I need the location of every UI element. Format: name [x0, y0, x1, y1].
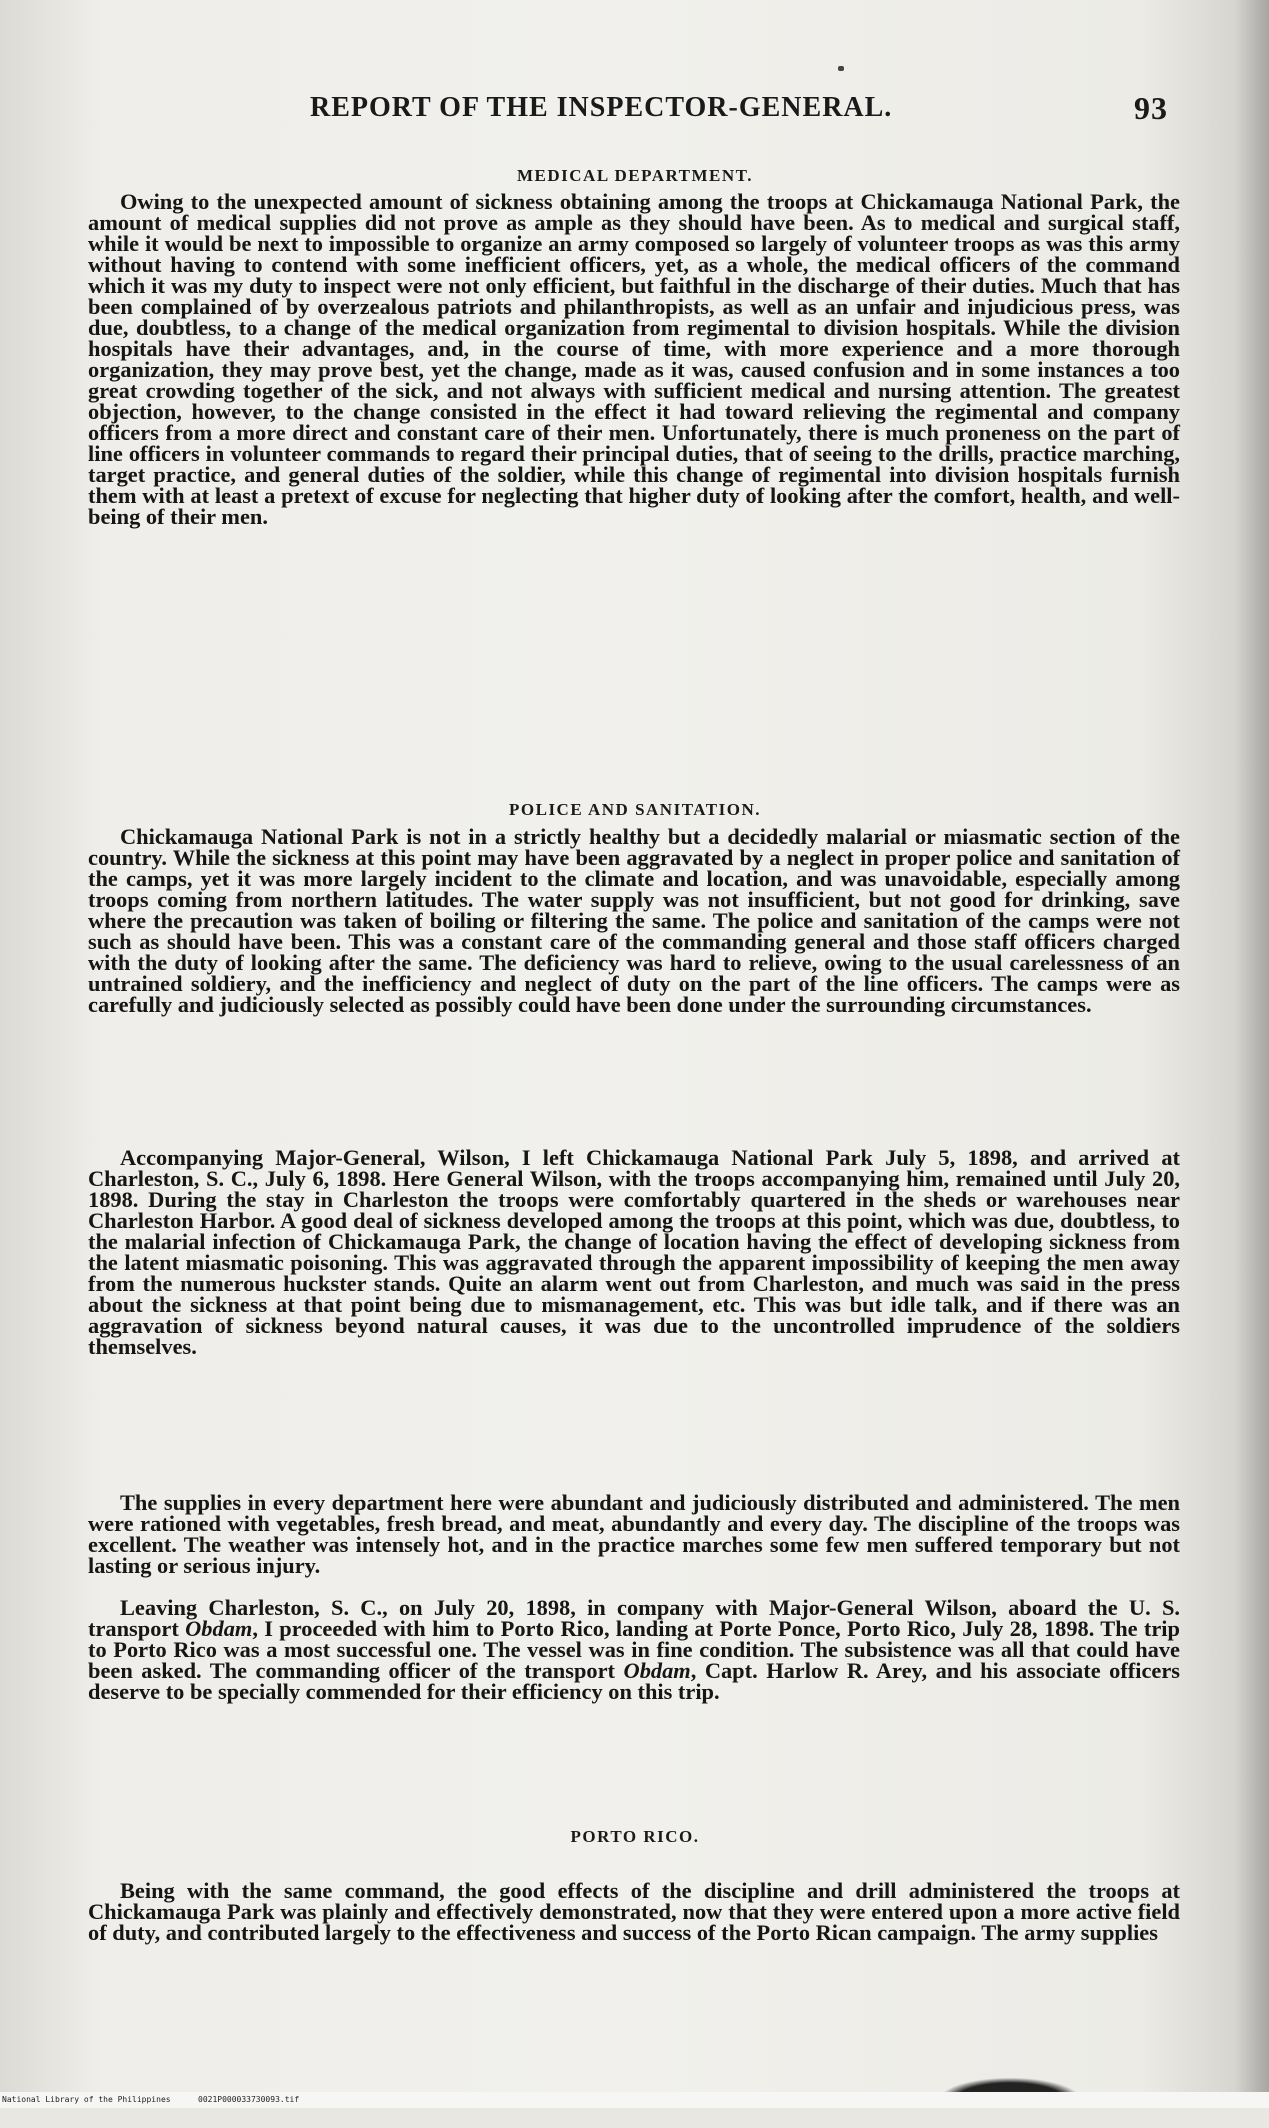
- page-edge-shadow: [1235, 0, 1269, 2108]
- section-heading-porto-rico: PORTO RICO.: [570, 1827, 700, 1846]
- running-title: REPORT OF THE INSPECTOR-GENERAL.: [310, 92, 893, 123]
- ship-name-repeat: Obdam: [623, 1658, 691, 1683]
- section-heading-police: POLICE AND SANITATION.: [509, 800, 761, 819]
- paragraph-police-4: [88, 1597, 1180, 1702]
- ink-speck: [838, 66, 844, 71]
- text-middle: , I proceeded with him to Porto Rico, landing at Porte Ponce, Porto Rico, July 28, 1898. The trip to Porto Rico was a most successful one. The vessel was in fine condition. The subsistence was all that could have been asked. The commanding officer of the transport: [88, 1616, 1180, 1683]
- footer-library: National Library of the Philippines: [2, 2095, 171, 2104]
- text-before-ship: Leaving Charleston, S. C., on July 20, 1898, in company with Major-General Wilson, aboard the U. S. transport: [88, 1595, 1180, 1641]
- scan-footer: [0, 2092, 1269, 2108]
- paragraph-police-1: Chickamauga National Park is not in a strictly healthy but a decidedly malarial or miasmatic section of the country. While the sickness at this point may have been aggravated by a neglect in proper police and sanitation of the camps, yet it was more largely incident to the climate and location, and was unavoidable, especially among troops coming from northern latitudes. The water supply was not insufficient, but not good for drinking, save where the precaution was taken of boiling or filtering the same. The police and sanitation of the camps were not such as should have been. This was a constant care of the commanding general and those staff officers charged with the duty of looking after the same. The deficiency was hard to relieve, owing to the usual carelessness of an untrained soldiery, and the inefficiency and neglect of duty on the part of the line officers. The camps were as carefully and judiciously selected as possibly could have been done under the surrounding circumstances.: [88, 824, 1180, 1017]
- page-number: 93: [1134, 90, 1168, 126]
- text-after-ship: , Capt. Harlow R. Arey, and his associate officers deserve to be specially commended for their efficiency on this trip.: [88, 1658, 1180, 1704]
- ship-name: Obdam: [185, 1616, 253, 1641]
- footer-file: 0021P000033730093.tif: [198, 2095, 300, 2104]
- paragraph-porto-rico: Being with the same command, the good effects of the discipline and drill administered the troops at Chickamauga Park was plainly and effectively demonstrated, now that they were entered upon a more active field of duty, and contributed largely to the effectiveness and success of the Porto Rican campaign. The army supplies: [88, 1878, 1180, 1945]
- running-head: [310, 92, 1180, 132]
- section-heading-medical: MEDICAL DEPARTMENT.: [516, 166, 753, 185]
- paragraph-police-3: The supplies in every department here were abundant and judiciously distributed and administered. The men were rationed with vegetables, fresh bread, and meat, abundantly and every day. The discipline of the troops was excellent. The weather was intensely hot, and in the practice marches some few men suffered temporary but not lasting or serious injury.: [88, 1490, 1180, 1578]
- paragraph-medical: Owing to the unexpected amount of sickness obtaining among the troops at Chickamauga National Park, the amount of medical supplies did not prove as ample as they should have been. As to medical and surgical staff, while it would be next to impossible to organize an army composed so largely of volunteer troops as was this army without having to contend with some inefficient officers, yet, as a whole, the medical officers of the command which it was my duty to inspect were not only efficient, but faithful in the discharge of their duties. Much that has been complained of by overzealous patriots and philanthropists, as well as an unfair and injudicious press, was due, doubtless, to a change of the medical organization from regimental to division hospitals. While the division hospitals have their advantages, and, in the course of time, with more experience and a more thorough organization, they may prove best, yet the change, made as it was, caused confusion and in some instances a too great crowding together of the sick, and not always with sufficient medical and nursing attention. The greatest objection, however, to the change consisted in the effect it had toward relieving the regimental and company officers from a more direct and constant care of their men. Unfortunately, there is much proneness on the part of line officers in volunteer commands to regard their principal duties, that of seeing to the drills, practice marching, target practice, and general duties of the soldier, while this change of regimental into division hospitals furnish them with at least a pretext of excuse for neglecting that higher duty of looking after the comfort, health, and well-being of their men.: [88, 189, 1180, 529]
- paragraph-police-2: Accompanying Major-General, Wilson, I left Chickamauga National Park July 5, 1898, and arrived at Charleston, S. C., July 6, 1898. Here General Wilson, with the troops accompanying him, remained until July 20, 1898. During the stay in Charleston the troops were comfortably quartered in the sheds or warehouses near Charleston Harbor. A good deal of sickness developed among the troops at this point, which was due, doubtless, to the malarial infection of Chickamauga Park, the change of location having the effect of developing sickness from the latent miasmatic poisoning. This was aggravated through the apparent impossibility of keeping the men away from the numerous huckster stands. Quite an alarm went out from Charleston, and much was said in the press about the sickness at that point being due to mismanagement, etc. This was but idle talk, and if there was an aggravation of sickness beyond natural causes, it was due to the uncontrolled imprudence of the soldiers themselves.: [88, 1145, 1180, 1359]
